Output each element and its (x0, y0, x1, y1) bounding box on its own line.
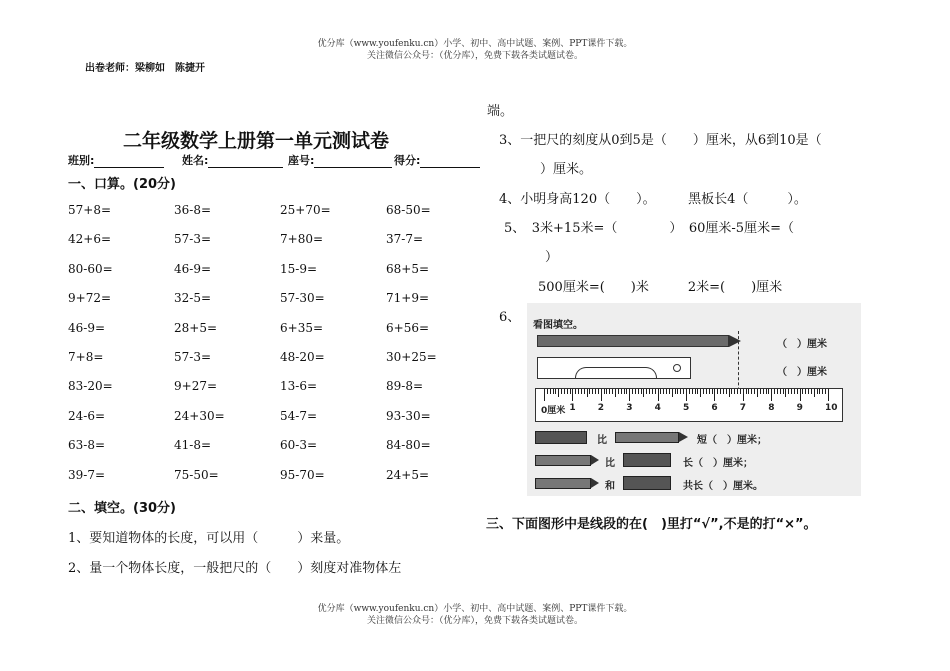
calc-item: 39-7= (68, 468, 106, 482)
ruler-minor-tick (677, 389, 678, 394)
calc-item: 57-3= (174, 232, 212, 246)
ruler-minor-tick (805, 389, 806, 394)
ruler-minor-tick (555, 389, 556, 394)
calc-item: 15-9= (280, 262, 318, 276)
ruler-minor-tick (794, 389, 795, 394)
calc-item: 63-8= (68, 438, 106, 452)
footer-line-1: 优分库（www.youfenku.cn）小学、初中、高中试题、案例、PPT课件下载。 (317, 604, 633, 614)
calc-item: 68-50= (386, 203, 431, 217)
ruler-minor-tick (587, 389, 588, 397)
ruler-tick-label: 5 (683, 403, 690, 413)
question-3-line-1: 3、一把尺的刻度从0到5是（ ）厘米，从6到10是（ (499, 133, 822, 148)
ruler-minor-tick (553, 389, 554, 394)
ruler-minor-tick (768, 389, 769, 394)
compare-word-2: 比 (605, 458, 615, 469)
class-field (68, 152, 164, 168)
ruler-tick-label: 3 (626, 403, 633, 413)
calc-item: 6+56= (386, 321, 430, 335)
calc-item: 83-20= (68, 379, 113, 393)
calc-item: 95-70= (280, 468, 325, 482)
ruler-minor-tick (703, 389, 704, 394)
compare-word-1: 比 (597, 435, 607, 446)
ruler-minor-tick (606, 389, 607, 394)
calc-item: 7+8= (68, 350, 104, 364)
section-3-title: 三、下面图形中是线段的在( )里打“√”,不是的打“×”。 (486, 517, 817, 532)
class-label: 班别: (68, 154, 95, 167)
ruler-minor-tick (720, 389, 721, 394)
name-label: 姓名: (182, 154, 209, 167)
seat-blank[interactable] (314, 154, 392, 168)
calc-item: 48-20= (280, 350, 325, 364)
ruler-tick-label: 10 (825, 403, 838, 413)
ruler-major-tick (572, 389, 573, 401)
ruler-minor-tick (632, 389, 633, 394)
ruler-minor-tick (589, 389, 590, 394)
calc-item: 75-50= (174, 468, 219, 482)
ruler-minor-tick (666, 389, 667, 394)
ruler-minor-tick (757, 389, 758, 397)
ruler-minor-tick (564, 389, 565, 394)
ruler-minor-tick (777, 389, 778, 394)
ruler-minor-tick (726, 389, 727, 394)
ruler-minor-tick (746, 389, 747, 394)
ruler-minor-tick (641, 389, 642, 394)
header-line-2: 关注微信公众号：（优分库），免费下载各类试题试卷。 (366, 51, 583, 61)
blank-pencil-length[interactable]: （ ）厘米 (777, 339, 827, 350)
ruler-tick-label: 8 (768, 403, 775, 413)
question-6: 6、 (499, 310, 521, 325)
compare-result-2[interactable]: 长（ ）厘米； (683, 458, 753, 469)
name-field (182, 152, 283, 168)
calc-item: 89-8= (386, 379, 424, 393)
ruler-minor-tick (763, 389, 764, 394)
question-5-line-1: 5、 3米+15米=（ ） 60厘米-5厘米=（ (504, 221, 794, 236)
calc-item: 54-7= (280, 409, 318, 423)
calc-item: 24+5= (386, 468, 430, 482)
calc-item: 41-8= (174, 438, 212, 452)
calc-item: 7+80= (280, 232, 324, 246)
calc-item: 36-8= (174, 203, 212, 217)
calc-item: 68+5= (386, 262, 430, 276)
question-1: 1、要知道物体的长度，可以用（ ）来量。 (68, 531, 350, 546)
ruler-minor-tick (626, 389, 627, 394)
question-4: 4、小明身高120（ ）。 黑板长4（ ）。 (499, 192, 807, 207)
ruler-tick-label: 4 (654, 403, 661, 413)
ruler-minor-tick (646, 389, 647, 394)
compare-result-3[interactable]: 共长（ ）厘米。 (683, 481, 763, 492)
ruler-minor-tick (811, 389, 812, 394)
ruler-minor-tick (669, 389, 670, 394)
ruler-major-tick (828, 389, 829, 401)
ruler-minor-tick (550, 389, 551, 394)
ruler-major-tick (601, 389, 602, 401)
ruler-minor-tick (774, 389, 775, 394)
ruler-major-tick (743, 389, 744, 401)
ruler-minor-tick (766, 389, 767, 394)
ruler-minor-tick (695, 389, 696, 394)
ruler-minor-tick (578, 389, 579, 394)
calc-item: 24-6= (68, 409, 106, 423)
header-line-1: 优分库（www.youfenku.cn）小学、初中、高中试题、案例、PPT课件下载。 (317, 39, 633, 49)
compare-result-1[interactable]: 短（ ）厘米； (697, 435, 767, 446)
ruler-minor-tick (663, 389, 664, 394)
ruler-minor-tick (700, 389, 701, 397)
ruler-minor-tick (791, 389, 792, 394)
ruler-minor-tick (706, 389, 707, 394)
ruler-minor-tick (731, 389, 732, 394)
pencil-icon-2 (535, 455, 591, 466)
ruler-figure (527, 303, 861, 496)
ruler-minor-tick (612, 389, 613, 394)
ruler-minor-tick (740, 389, 741, 394)
ruler-minor-tick (595, 389, 596, 394)
ruler-major-tick (629, 389, 630, 401)
calc-item: 93-30= (386, 409, 431, 423)
calc-item: 60-3= (280, 438, 318, 452)
ruler-minor-tick (558, 389, 559, 397)
score-label: 得分: (394, 154, 421, 167)
seat-label: 座号: (288, 154, 315, 167)
ruler-minor-tick (584, 389, 585, 394)
ruler-minor-tick (697, 389, 698, 394)
question-5-line-3: 500厘米=( )米 2米=( )厘米 (538, 280, 783, 295)
ruler-minor-tick (783, 389, 784, 394)
ruler-minor-tick (672, 389, 673, 397)
ruler-major-tick (771, 389, 772, 401)
ruler-minor-tick (547, 389, 548, 394)
calc-item: 46-9= (68, 321, 106, 335)
ruler-minor-tick (760, 389, 761, 394)
ruler-major-tick (544, 389, 545, 401)
ruler-minor-tick (825, 389, 826, 394)
ruler-icon-small (535, 431, 587, 444)
ruler-minor-tick (635, 389, 636, 394)
calc-item: 28+5= (174, 321, 218, 335)
figure-title: 看图填空。 (533, 320, 583, 331)
ruler-major-tick (686, 389, 687, 401)
ruler-minor-tick (814, 389, 815, 397)
ruler-minor-tick (592, 389, 593, 394)
ruler-minor-tick (729, 389, 730, 397)
pencil-tip-icon-3 (591, 478, 599, 488)
ruler-minor-tick (567, 389, 568, 394)
calc-item: 32-5= (174, 291, 212, 305)
calc-item: 84-80= (386, 438, 431, 452)
question-2-continued: 端。 (487, 104, 514, 119)
ruler-minor-tick (785, 389, 786, 397)
ruler-tick-label: 9 (796, 403, 803, 413)
ruler-minor-tick (751, 389, 752, 394)
ruler-major-tick (800, 389, 801, 401)
pencil-icon-3 (535, 478, 591, 489)
calc-item: 57-30= (280, 291, 325, 305)
pencil-icon-1 (615, 432, 679, 443)
score-blank[interactable] (420, 154, 480, 168)
blank-ruler-piece-length[interactable]: （ ）厘米 (777, 367, 827, 378)
ruler-minor-tick (570, 389, 571, 394)
compare-word-3: 和 (605, 481, 615, 492)
calc-item: 30+25= (386, 350, 437, 364)
ruler-minor-tick (808, 389, 809, 394)
ruler-minor-tick (683, 389, 684, 394)
question-3-line-2: ）厘米。 (540, 162, 593, 177)
ruler-minor-tick (754, 389, 755, 394)
ruler-minor-tick (655, 389, 656, 394)
ruler-minor-tick (561, 389, 562, 394)
calc-item: 80-60= (68, 262, 113, 276)
ruler-minor-tick (723, 389, 724, 394)
pencil-tip-icon-2 (591, 455, 599, 465)
footer-line-2: 关注微信公众号：（优分库），免费下载各类试题试卷。 (366, 616, 583, 626)
ruler-minor-tick (822, 389, 823, 394)
ruler-icon-3 (623, 476, 671, 490)
calc-item: 71+9= (386, 291, 430, 305)
ruler-minor-tick (712, 389, 713, 394)
calc-item: 25+70= (280, 203, 331, 217)
ruler-minor-tick (638, 389, 639, 394)
ruler-minor-tick (624, 389, 625, 394)
ruler-minor-tick (621, 389, 622, 394)
ruler-minor-tick (575, 389, 576, 394)
score-field (394, 152, 480, 168)
ruler-minor-tick (660, 389, 661, 394)
question-5-line-2: ） (545, 250, 559, 265)
ruler-minor-tick (819, 389, 820, 394)
calc-item: 9+72= (68, 291, 112, 305)
ruler-minor-tick (748, 389, 749, 394)
pencil-tip-icon-1 (679, 432, 688, 442)
page-title: 二年级数学上册第一单元测试卷 (123, 130, 390, 152)
calc-item: 9+27= (174, 379, 218, 393)
class-blank[interactable] (94, 154, 164, 168)
exam-authors: 出卷老师：梁柳如 陈捷开 (85, 63, 205, 74)
calc-item: 37-7= (386, 232, 424, 246)
ruler-minor-tick (780, 389, 781, 394)
ruler-minor-tick (643, 389, 644, 397)
calc-item: 13-6= (280, 379, 318, 393)
calc-item: 24+30= (174, 409, 225, 423)
question-2: 2、量一个物体长度，一般把尺的（ ）刻度对准物体左 (68, 561, 402, 576)
ruler-tick-label: 1 (569, 403, 576, 413)
calc-item: 57-3= (174, 350, 212, 364)
name-blank[interactable] (208, 154, 283, 168)
ruler-minor-tick (680, 389, 681, 394)
seat-field (288, 152, 392, 168)
ruler-minor-tick (675, 389, 676, 394)
ruler-minor-tick (817, 389, 818, 394)
ruler-tick-label: 6 (711, 403, 718, 413)
ruler-minor-tick (797, 389, 798, 394)
ruler-minor-tick (689, 389, 690, 394)
calc-item: 57+8= (68, 203, 112, 217)
section-1-title: 一、口算。(20分) (68, 177, 176, 192)
section-2-title: 二、填空。(30分) (68, 501, 176, 516)
ruler-tick-label: 7 (739, 403, 747, 413)
ruler-major-tick (714, 389, 715, 401)
ruler-minor-tick (581, 389, 582, 394)
ruler-minor-tick (709, 389, 710, 394)
ruler-minor-tick (615, 389, 616, 397)
ruler-major-tick (658, 389, 659, 401)
calc-item: 42+6= (68, 232, 112, 246)
ruler-minor-tick (802, 389, 803, 394)
calc-item: 6+35= (280, 321, 324, 335)
ruler-icon-2 (623, 453, 671, 467)
ruler-minor-tick (737, 389, 738, 394)
ruler-tick-label: 0厘米 (541, 406, 566, 416)
ruler-minor-tick (652, 389, 653, 394)
calc-item: 46-9= (174, 262, 212, 276)
ruler-minor-tick (598, 389, 599, 394)
ruler-minor-tick (618, 389, 619, 394)
ruler-minor-tick (604, 389, 605, 394)
ruler-minor-tick (717, 389, 718, 394)
ruler-minor-tick (692, 389, 693, 394)
ruler-tick-label: 2 (597, 403, 605, 413)
ruler-minor-tick (609, 389, 610, 394)
ruler-minor-tick (788, 389, 789, 394)
ruler-minor-tick (734, 389, 735, 394)
ruler-minor-tick (649, 389, 650, 394)
